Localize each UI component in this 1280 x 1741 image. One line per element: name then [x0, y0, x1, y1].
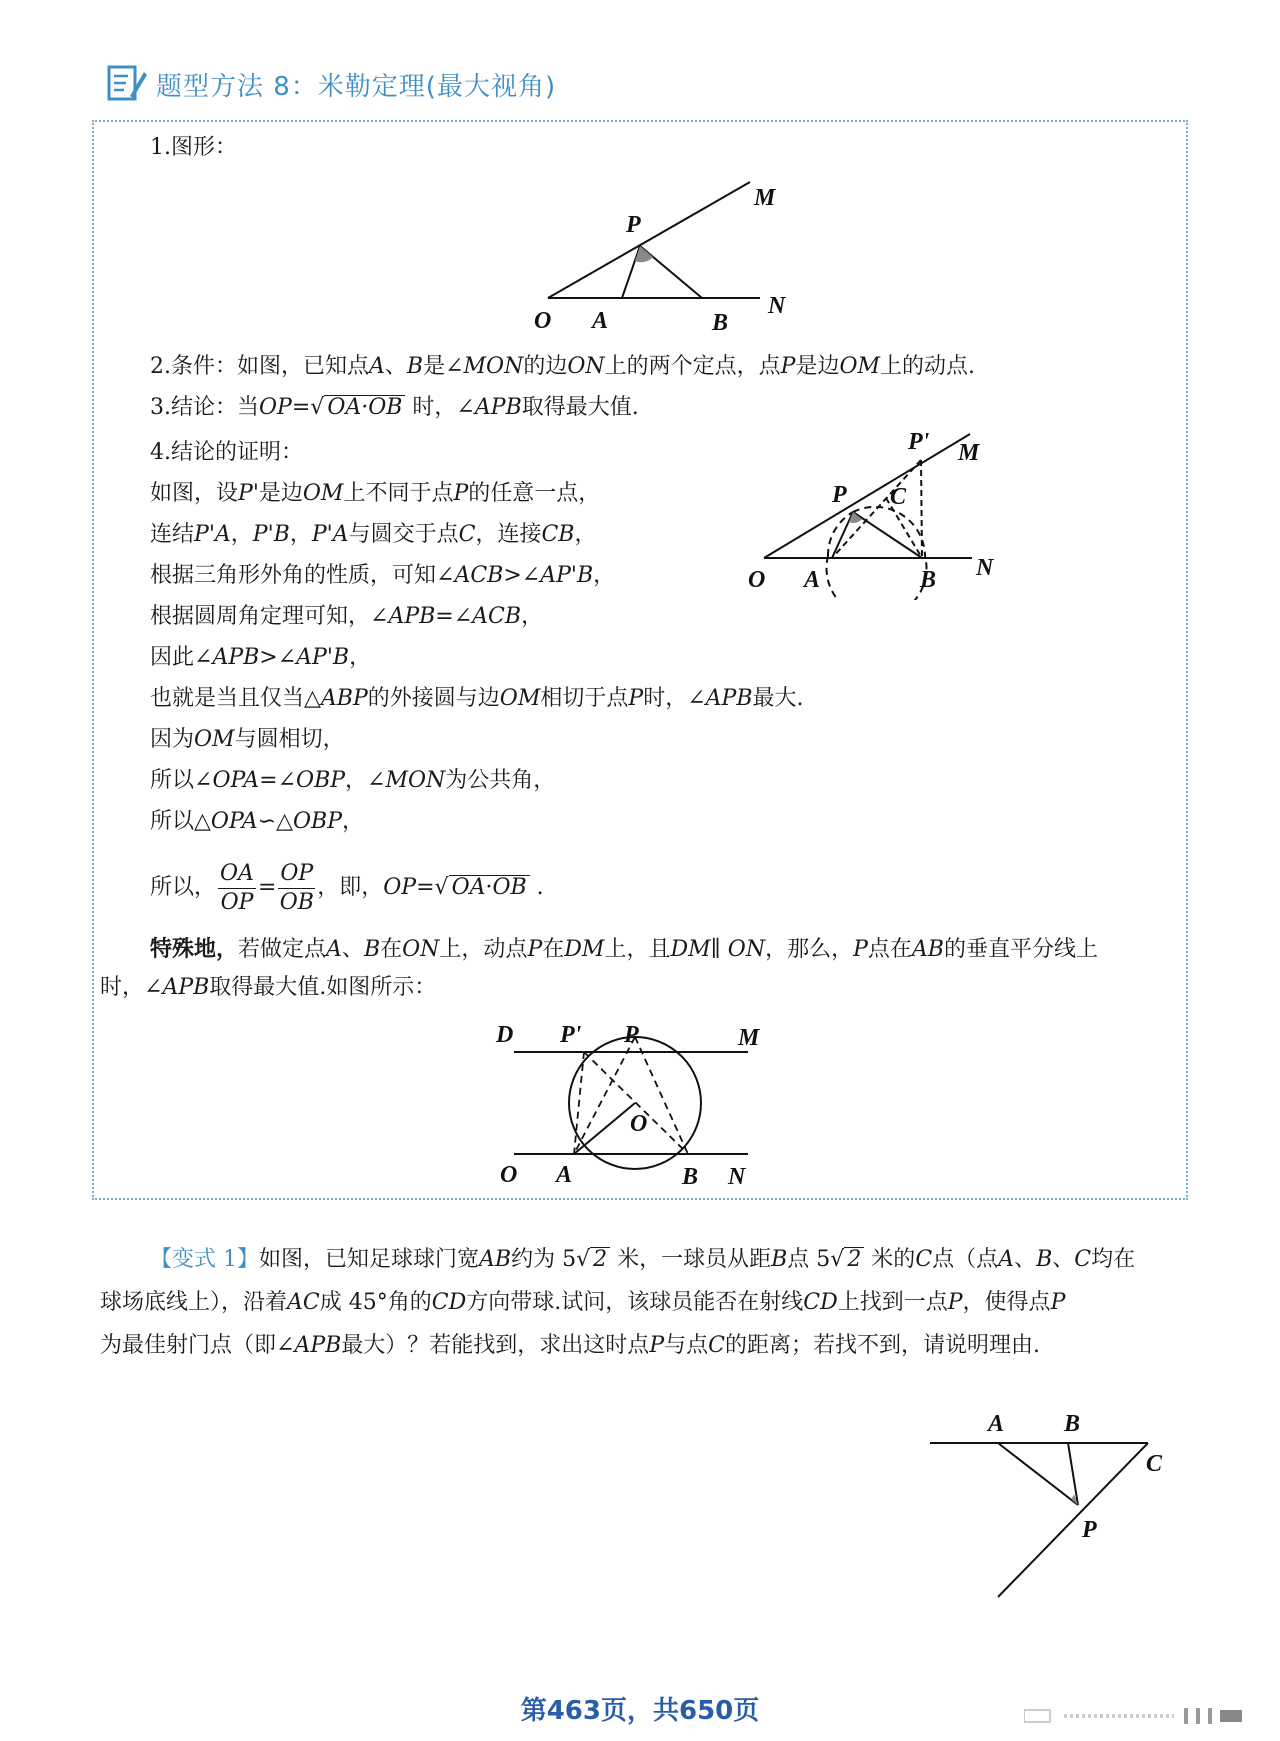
- label-M: M: [754, 185, 776, 211]
- label-P-prime: P': [560, 1022, 582, 1048]
- proof-line-1: 如图，设P'是边OM上不同于点P的任意一点，: [150, 481, 601, 506]
- proof-line-8: 所以∠OPA=∠OBP，∠MON为公共角，: [150, 768, 556, 793]
- label-A: A: [988, 1411, 1005, 1437]
- label-M: M: [738, 1025, 760, 1051]
- label-P: P: [832, 482, 847, 508]
- label-P: P: [624, 1022, 639, 1048]
- label-A: A: [592, 308, 609, 334]
- label-B: B: [712, 310, 729, 336]
- label-A: A: [804, 567, 821, 593]
- special-case-line-1: 特殊地，若做定点A、B在ON上，动点P在DM上，且DM∥ ON，那么，P点在AB的垂直平分线上: [150, 936, 1098, 962]
- fraction-1: $\frac{OA}{OP}$: [220, 860, 254, 915]
- proof-line-9: 所以△OPA∽△OBP，: [150, 809, 365, 834]
- figure-2: [740, 420, 1010, 600]
- label-circle-center: O: [630, 1111, 648, 1137]
- label-O: O: [534, 308, 552, 334]
- label-P: P: [626, 212, 641, 238]
- label-C: C: [890, 484, 907, 510]
- section-1-label: 1.图形：: [150, 135, 237, 160]
- pen-notebook-icon: [106, 62, 148, 104]
- page-edge-marks: [1024, 1708, 1244, 1724]
- variant-line-3: 为最佳射门点（即∠APB最大）？若能找到，求出这时点P与点C的距离；若找不到，请说明理由.: [100, 1333, 1040, 1358]
- variant-line-1: 【变式 1】如图，已知足球球门宽AB约为 5√ 2 米，一球员从距B点 5√ 2 米的C点（点A、B、C均在: [150, 1247, 1136, 1272]
- label-N: N: [728, 1164, 746, 1190]
- page-number: 第463页，共650页: [520, 1696, 760, 1726]
- proof-line-2: 连结P'A，P'B，P'A与圆交于点C，连接CB，: [150, 522, 597, 547]
- label-B: B: [1064, 1411, 1081, 1437]
- fraction-2: $\frac{OP}{OB}$: [279, 860, 314, 915]
- label-B: B: [920, 567, 937, 593]
- proof-label: 4.结论的证明：: [150, 440, 303, 465]
- label-O: O: [748, 567, 766, 593]
- proof-line-4: 根据圆周角定理可知，∠APB=∠ACB，: [150, 604, 544, 629]
- variant-line-2: 球场底线上），沿着AC成 45°角的CD方向带球.试问，该球员能否在射线CD上找到一点P，使得点P: [100, 1290, 1066, 1315]
- label-N: N: [768, 293, 786, 319]
- label-M: M: [958, 440, 980, 466]
- special-case-line-2: 时，∠APB取得最大值.如图所示：: [100, 975, 437, 1000]
- section-title: 题型方法 8：米勒定理(最大视角): [156, 72, 557, 102]
- proof-line-7: 因为OM与圆相切，: [150, 727, 345, 752]
- condition-text: 2.条件：如图，已知点A、B是∠MON的边ON上的两个定点，点P是边OM上的动点.: [150, 354, 976, 379]
- proof-line-5: 因此∠APB>∠AP'B，: [150, 645, 372, 670]
- conclusion-text: 3.结论：当OP=√ OA·OB 时，∠APB取得最大值.: [150, 395, 639, 420]
- label-B: B: [682, 1164, 699, 1190]
- label-N: N: [976, 555, 994, 581]
- proof-line-6: 也就是当且仅当△ABP的外接圆与边OM相切于点P时，∠APB最大.: [150, 686, 804, 711]
- label-P-prime: P': [908, 429, 930, 455]
- label-O: O: [500, 1162, 518, 1188]
- label-D: D: [496, 1022, 514, 1048]
- figure-3: [490, 1010, 780, 1190]
- figure-1: [520, 170, 800, 340]
- label-A: A: [556, 1162, 573, 1188]
- variant-label: 【变式 1】: [150, 1247, 259, 1272]
- label-C: C: [1146, 1451, 1163, 1477]
- proof-line-3: 根据三角形外角的性质，可知∠ACB>∠AP'B，: [150, 563, 616, 588]
- figure-4: [920, 1395, 1180, 1605]
- label-P: P: [1082, 1517, 1097, 1543]
- proof-line-10: 所以， $\frac{OA}{OP}$ = $\frac{OP}{OB}$ ，即，OP=√ OA·OB .: [150, 860, 544, 915]
